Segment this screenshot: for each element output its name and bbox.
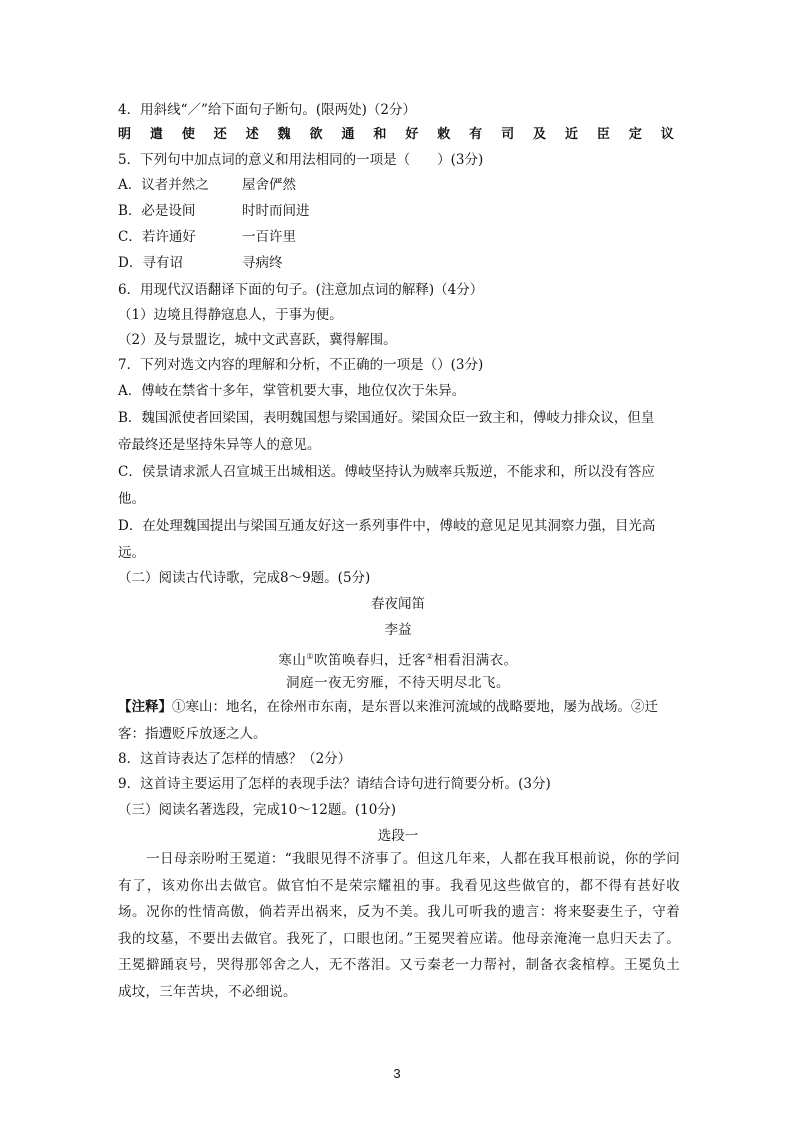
q7-line-5: 他。 [118,491,145,507]
poem-line-1-part-a: 寒山 [278,652,307,669]
poem-note-2: ② [426,652,434,661]
page-number: 3 [393,1066,401,1081]
excerpt-paragraph [118,846,680,1005]
poem-note-1: ① [306,652,314,661]
poem-author: 李益 [384,622,412,638]
q5-option-c [118,227,678,247]
q7-line-2: B．魏国派使者回梁国，表明魏国想与梁国通好。梁国众臣一致主和，傅岐力排众议，但皇 [118,410,655,426]
q5-stem: 5．下列句中加点词的意义和用法相同的一项是（ ）(3分) [118,152,484,168]
poem-line-1-part-b: 吹笛唤春归，迁客 [314,652,426,669]
q7-line-3: 帝最终还是坚持朱异等人的意见。 [118,437,321,453]
q5-option-d-left: D．寻有诏 [118,255,183,271]
poem-line-1 [118,647,678,671]
q5-option-b-left: B．必是设间 [118,203,196,219]
q6-stem: 6．用现代汉语翻译下面的句子。(注意加点词的解释)（4分） [118,282,484,298]
poem-title: 春夜闻笛 [371,596,425,612]
q6-item-1: （1）边境且得静寇息人，于事为便。 [118,307,343,323]
q5-option-c-right: 一百许里 [242,229,296,245]
poem-note-line-2: 客：指遭贬斥放逐之人。 [118,726,267,742]
q6-item-2: （2）及与景盟讫，城中文武喜跃，冀得解围。 [118,332,397,348]
poem-line-1-part-c: 相看泪满衣。 [433,652,518,669]
excerpt-title: 选段一 [377,828,419,844]
q7-stem: 7．下列对选文内容的理解和分析，不正确的一项是（）(3分) [118,357,484,373]
q7-line-7: 远。 [118,545,145,561]
poem-line-2: 洞庭一夜无穷雁，不待天明尽北飞。 [286,675,510,691]
q5-option-a [118,175,678,195]
section2-heading: （二）阅读古代诗歌，完成8～9题。(5分) [118,570,371,586]
note-text-1: ①寒山：地名，在徐州市东南，是东晋以来淮河流域的战略要地，屡为战场。②迁 [172,699,658,715]
section3-heading: （三）阅读名著选段，完成10～12题。(10分) [118,802,397,818]
q5-option-b-right: 时时而间进 [242,203,310,219]
q9: 9．这首诗主要运用了怎样的表现手法？请结合诗句进行简要分析。(3分) [118,776,551,792]
q4-stem: 4．用斜线“／”给下面句子断句。(限两处)（2分） [118,102,417,118]
q4-sentence: 明 遣 使 还 述 魏 欲 通 和 好 敕 有 司 及 近 臣 定 议 [118,127,681,142]
note-label: 【注释】 [118,699,172,715]
poem-note-line-1 [118,697,678,717]
q5-option-d [118,253,678,273]
q5-option-a-right: 屋舍俨然 [242,177,296,193]
q5-option-a-left: A．议者并然之 [118,177,209,193]
q5-option-b [118,201,678,221]
q8: 8．这首诗表达了怎样的情感？（2分） [118,751,352,767]
q5-option-c-left: C．若许通好 [118,229,196,245]
q7-line-4: C．侯景请求派人召宣城王出城相送。傅岐坚持认为贼率兵叛逆，不能求和，所以没有答应 [118,464,655,480]
q7-line-6: D．在处理魏国提出与梁国互通友好这一系列事件中，傅岐的意见足见其洞察力强，目光高 [118,518,656,534]
excerpt-text: 一日母亲吩咐王冕道：“我眼见得不济事了。但这几年来，人都在我耳根前说，你的学问有了，该劝你出去做官。做官怕不是荣宗耀祖的事。我看见这些做官的，都不得有甚好收场。况你的性情高傲，倘若弄出祸来，反为不美。我儿可听我的遗言：将来娶妻生子，守着我的坟墓，不要出去做官。我死了，口眼也闭。”王冕哭着应诺。他母亲淹淹一息归天去了。王冕擗踊哀号，哭得那邻舍之人，无不落泪。又亏秦老一力帮衬，制备衣衾棺椁。王冕负土成坟，三年苦块，不必细说。 [118,851,680,1000]
q7-line-1: A．傅岐在禁省十多年，掌管机要大事，地位仅次于朱异。 [118,383,466,399]
q5-option-d-right: 寻病终 [242,255,283,271]
